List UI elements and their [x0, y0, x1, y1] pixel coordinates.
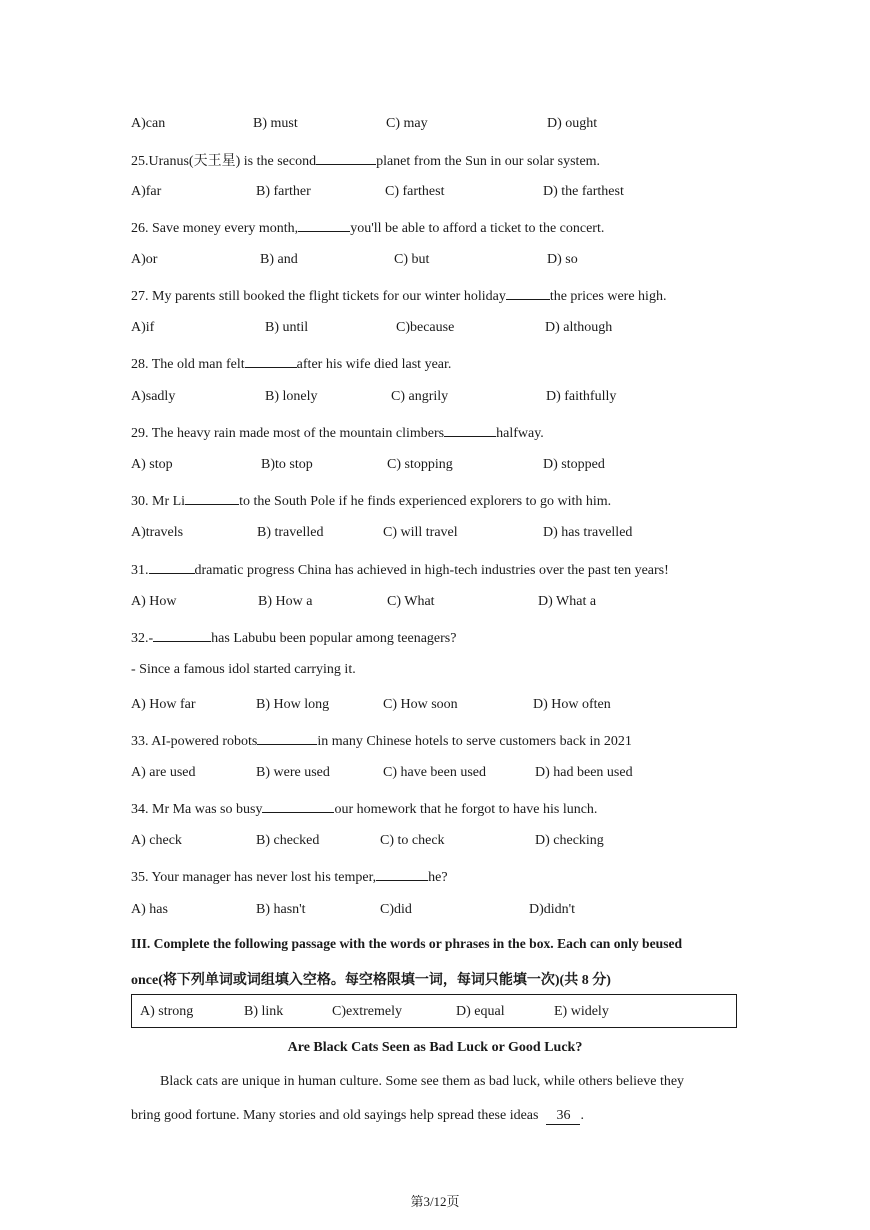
section-3-instruction-cont: once(将下列单词或词组填入空格。每空格限填一词，每词只能填一次)(共 8 分)	[131, 973, 611, 988]
option-d[interactable]: D) How often	[533, 697, 611, 712]
answer-blank[interactable]	[298, 218, 350, 232]
question-27-stem-start: 27. My parents still booked the flight tickets for our winter holiday	[131, 289, 506, 304]
answer-blank[interactable]	[245, 354, 297, 368]
question-30	[131, 491, 611, 510]
option-d[interactable]: D) had been used	[535, 765, 633, 780]
question-35-options	[131, 902, 751, 922]
question-34-options	[131, 833, 751, 853]
question-26-stem-start: 26. Save money every month,	[131, 221, 299, 236]
passage-line-2	[131, 1108, 584, 1125]
question-30-options	[131, 525, 751, 545]
option-c[interactable]: C) to check	[380, 833, 445, 848]
option-d[interactable]: D) so	[547, 252, 578, 267]
option-b[interactable]: B) until	[265, 320, 309, 335]
question-28-stem-end: after his wife died last year.	[296, 357, 452, 372]
option-b[interactable]: B) checked	[256, 833, 320, 848]
question-26-options	[131, 252, 751, 272]
option-c[interactable]: C) How soon	[383, 697, 458, 712]
option-b[interactable]: B) were used	[256, 765, 330, 780]
word-option-b[interactable]: B) link	[244, 1004, 284, 1019]
question-35-stem-end: he?	[428, 870, 448, 885]
option-d[interactable]: D) although	[545, 320, 613, 335]
question-26-stem-end: you'll be able to afford a ticket to the concert.	[350, 221, 605, 236]
passage-title: Are Black Cats Seen as Bad Luck or Good Luck?	[287, 1040, 583, 1055]
option-d[interactable]: D) checking	[535, 833, 604, 848]
question-31-stem-start: 31.	[131, 563, 149, 578]
question-33-stem-start: 33. AI-powered robots	[131, 734, 258, 749]
option-d[interactable]: D) What a	[538, 594, 597, 609]
question-33-stem-end: in many Chinese hotels to serve customers back in 2021	[317, 734, 632, 749]
option-a[interactable]: A) How	[131, 594, 177, 609]
q24-option-d[interactable]: D) ought	[547, 116, 598, 131]
option-a[interactable]: A)sadly	[131, 389, 176, 404]
question-32	[131, 628, 456, 647]
option-a[interactable]: A) check	[131, 833, 182, 848]
question-31	[131, 560, 669, 579]
question-25	[131, 150, 600, 170]
option-b[interactable]: B) lonely	[265, 389, 318, 404]
q24-option-a[interactable]: A)can	[131, 116, 166, 131]
question-34	[131, 799, 597, 818]
word-box	[131, 994, 737, 1028]
word-option-e[interactable]: E) widely	[554, 1004, 609, 1019]
option-a[interactable]: A)travels	[131, 525, 184, 540]
question-27-options	[131, 320, 751, 340]
q24-option-c[interactable]: C) may	[386, 116, 428, 131]
option-d[interactable]: D) the farthest	[543, 184, 624, 199]
option-b[interactable]: B) How a	[258, 594, 313, 609]
passage-line-2-text: bring good fortune. Many stories and old sayings help spread these ideas	[131, 1108, 539, 1123]
question-29	[131, 423, 544, 442]
section-3-instruction: III. Complete the following passage with the words or phrases in the box. Each can only beused	[131, 936, 683, 951]
option-c[interactable]: C) but	[394, 252, 430, 267]
option-b[interactable]: B) travelled	[257, 525, 324, 540]
option-c[interactable]: C) have been used	[383, 765, 487, 780]
q24-option-b[interactable]: B) must	[253, 116, 298, 131]
question-31-stem-end: dramatic progress China has achieved in high-tech industries over the past ten years!	[194, 563, 669, 578]
option-a[interactable]: A)or	[131, 252, 158, 267]
option-c[interactable]: C) will travel	[383, 525, 458, 540]
question-31-options	[131, 594, 751, 614]
answer-blank[interactable]	[185, 491, 239, 505]
option-d[interactable]: D) stopped	[543, 457, 605, 472]
option-c[interactable]: C) farthest	[385, 184, 445, 199]
option-c[interactable]: C) What	[387, 594, 435, 609]
option-b[interactable]: B) and	[260, 252, 298, 267]
question-29-options	[131, 457, 751, 477]
question-34-stem-end: our homework that he forgot to have his lunch.	[334, 802, 598, 817]
option-d[interactable]: D) has travelled	[543, 525, 633, 540]
page-number: 第3/12页	[410, 1194, 460, 1209]
question-35-stem-start: 35. Your manager has never lost his temper,	[131, 870, 377, 885]
answer-blank[interactable]	[444, 423, 496, 437]
passage-line-2-end: .	[580, 1108, 584, 1123]
question-32-stem-end: has Labubu been popular among teenagers?	[211, 631, 457, 646]
question-25-options	[131, 184, 751, 204]
answer-blank[interactable]	[257, 731, 317, 745]
answer-blank[interactable]	[376, 867, 428, 881]
question-25-stem-start: 25.Uranus(天王星) is the second	[131, 154, 317, 169]
option-a[interactable]: A) How far	[131, 697, 196, 712]
option-d[interactable]: D)didn't	[529, 902, 576, 917]
option-c[interactable]: C)did	[380, 902, 412, 917]
option-b[interactable]: B) farther	[256, 184, 311, 199]
question-28-stem-start: 28. The old man felt	[131, 357, 245, 372]
option-c[interactable]: C) stopping	[387, 457, 453, 472]
question-33	[131, 731, 632, 750]
question-27	[131, 286, 666, 305]
option-b[interactable]: B)to stop	[261, 457, 313, 472]
question-32-stem-start: 32.-	[131, 631, 154, 646]
option-b[interactable]: B) How long	[256, 697, 330, 712]
question-29-stem-end: halfway.	[496, 426, 544, 441]
answer-blank[interactable]	[316, 151, 376, 165]
blank-36[interactable]: 36	[546, 1108, 580, 1125]
answer-blank[interactable]	[506, 286, 550, 300]
option-d[interactable]: D) faithfully	[546, 389, 617, 404]
word-option-c[interactable]: C)extremely	[332, 1004, 402, 1019]
question-32-options	[131, 697, 751, 717]
option-c[interactable]: C)because	[396, 320, 455, 335]
answer-blank[interactable]	[262, 799, 334, 813]
question-30-stem-start: 30. Mr Li	[131, 494, 186, 509]
q24-options	[131, 116, 751, 136]
option-a[interactable]: A) stop	[131, 457, 173, 472]
question-35	[131, 867, 448, 886]
option-a[interactable]: A) are used	[131, 765, 196, 780]
option-b[interactable]: B) hasn't	[256, 902, 306, 917]
question-28-options	[131, 389, 751, 409]
passage-line-1: Black cats are unique in human culture. Some see them as bad luck, while others believe they	[160, 1074, 685, 1089]
option-a[interactable]: A)far	[131, 184, 162, 199]
question-30-stem-end: to the South Pole if he finds experienced explorers to go with him.	[239, 494, 612, 509]
answer-blank[interactable]	[153, 628, 211, 642]
question-28	[131, 354, 451, 373]
option-a[interactable]: A)if	[131, 320, 155, 335]
question-27-stem-end: the prices were high.	[549, 289, 667, 304]
question-26	[131, 218, 604, 237]
question-34-stem-start: 34. Mr Ma was so busy	[131, 802, 263, 817]
option-c[interactable]: C) angrily	[391, 389, 449, 404]
word-option-a[interactable]: A) strong	[140, 1004, 194, 1019]
word-option-d[interactable]: D) equal	[456, 1004, 505, 1019]
question-29-stem-start: 29. The heavy rain made most of the mountain climbers	[131, 426, 445, 441]
question-33-options	[131, 765, 751, 785]
question-25-stem-end: planet from the Sun in our solar system.	[376, 154, 601, 169]
answer-blank[interactable]	[149, 560, 195, 574]
question-32-response: - Since a famous idol started carrying it.	[131, 662, 356, 677]
option-a[interactable]: A) has	[131, 902, 168, 917]
